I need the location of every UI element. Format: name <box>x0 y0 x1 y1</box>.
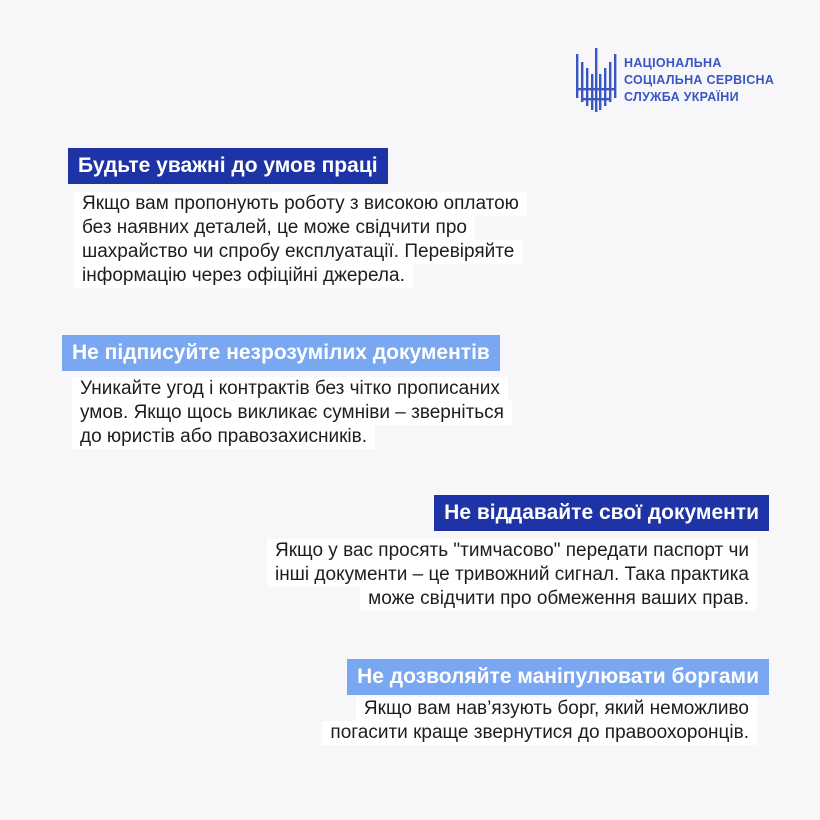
section-3-heading: Не віддавайте свої документи <box>434 495 769 531</box>
section-1-heading: Будьте уважні до умов праці <box>68 148 388 184</box>
section-1-text <box>74 192 527 288</box>
section-1-line: Якщо вам пропонують роботу з високою оплатою <box>74 192 527 216</box>
section-3-line: може свідчити про обмеження ваших прав. <box>360 587 757 611</box>
section-4-text <box>322 697 757 745</box>
logo-line-3: СЛУЖБА УКРАЇНИ <box>624 89 739 104</box>
logo-text <box>624 55 774 106</box>
section-2-line: Уникайте угод і контрактів без чітко прописаних <box>72 377 508 401</box>
logo <box>574 48 774 112</box>
section-1-line: шахрайство чи спробу експлуатації. Перевіряйте <box>74 240 522 264</box>
section-2-line: умов. Якщо щось викликає сумніви – зверніться <box>72 401 512 425</box>
section-4-line: Якщо вам нав’язують борг, який неможливо <box>356 697 757 721</box>
trident-logo-icon <box>574 48 618 112</box>
section-2-text <box>72 377 512 449</box>
section-1-line: без наявних деталей, це може свідчити про <box>74 216 475 240</box>
section-3-line: інші документи – це тривожний сигнал. Така практика <box>267 563 757 587</box>
section-2-line: до юристів або правозахисників. <box>72 425 375 449</box>
section-3-line: Якщо у вас просять "тимчасово" передати паспорт чи <box>267 539 757 563</box>
section-4-heading: Не дозволяйте маніпулювати боргами <box>347 659 769 695</box>
section-4-line: погасити краще звернутися до правоохоронців. <box>322 721 757 745</box>
logo-line-1: НАЦІОНАЛЬНА <box>624 55 722 70</box>
section-2-heading: Не підписуйте незрозумілих документів <box>62 335 500 371</box>
section-1-line: інформацію через офіційні джерела. <box>74 264 413 288</box>
section-3-text <box>267 539 757 611</box>
logo-line-2: СОЦІАЛЬНА СЕРВІСНА <box>624 72 775 87</box>
